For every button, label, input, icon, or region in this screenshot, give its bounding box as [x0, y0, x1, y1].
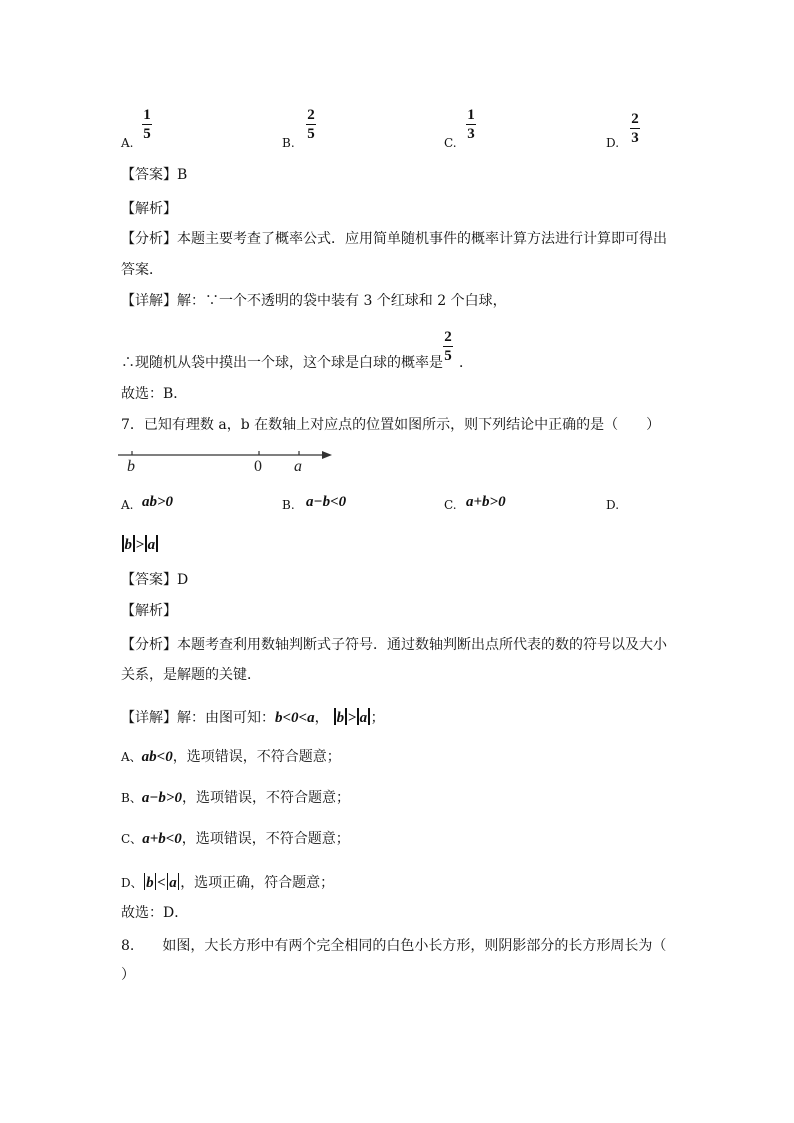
q7-option-d-label: D.	[606, 498, 620, 512]
option-d-b: b	[124, 537, 132, 553]
q7-detail-line	[121, 708, 385, 727]
q7-analysis-title: 【解析】	[121, 603, 177, 619]
q6-detail-line-2-end: ．	[459, 355, 473, 371]
item-label: A、	[121, 750, 142, 764]
option-d-rel: >	[135, 537, 145, 553]
fraction-numerator: 1	[467, 107, 475, 123]
abs-b: b	[336, 710, 345, 726]
q6-detail-line-2	[121, 354, 443, 372]
q7-option-d-expr	[121, 535, 159, 554]
item-d-b: b	[146, 875, 154, 891]
number-line-arrow	[322, 451, 332, 459]
q7-item-a	[121, 748, 341, 766]
item-text: ，选项错误，不符合题意；	[172, 749, 341, 765]
fraction-bar	[306, 124, 316, 125]
fraction-denominator: 3	[631, 130, 639, 146]
option-d-a: a	[147, 537, 156, 553]
q7-detail-end: ；	[370, 710, 385, 726]
q7-item-b	[121, 789, 350, 807]
q7-detail-inequality: b<0<a	[275, 710, 315, 726]
abs-rel: >	[347, 710, 357, 726]
q6-analysis-line-1: 【分析】本题主要考查了概率公式．应用简单随机事件的概率计算方法进行计算即可得出	[121, 231, 667, 247]
q7-option-b-label: B.	[282, 498, 295, 512]
q6-analysis-title: 【解析】	[121, 201, 177, 217]
q8-stem-line-1: 8. 如图，大长方形中有两个完全相同的白色小长方形，则阴影部分的长方形周长为（	[121, 938, 667, 954]
item-text: ，选项正确，符合题意；	[180, 875, 335, 891]
q6-option-b-label: B.	[282, 136, 295, 150]
abs-a: a	[359, 710, 368, 726]
q7-option-a-label: A.	[121, 498, 134, 512]
item-expr: ab<0	[141, 749, 173, 765]
q7-item-d	[121, 873, 334, 892]
fraction-numerator: 2	[444, 329, 452, 345]
q7-option-a-expr: ab>0	[142, 494, 174, 510]
q7-number-line	[118, 440, 338, 474]
q6-option-a-label: A.	[121, 136, 134, 150]
q6-option-c-fraction	[466, 108, 476, 142]
q6-detail-line-2-text: ∴现随机从袋中摸出一个球，这个球是白球的概率是	[121, 355, 443, 371]
q7-analysis-line-2: 关系，是解题的关键．	[121, 667, 261, 683]
fraction-denominator: 5	[307, 126, 315, 142]
q7-conclusion: 故选：D．	[121, 905, 189, 921]
label-a: a	[294, 458, 302, 474]
q6-option-a-fraction	[142, 108, 152, 142]
label-zero: 0	[254, 458, 262, 474]
fraction-bar	[443, 346, 453, 347]
q6-answer: 【答案】B	[121, 167, 188, 183]
fraction-bar	[466, 124, 476, 125]
q7-analysis-line-1: 【分析】本题考查利用数轴判断式子符号．通过数轴判断出点所代表的数的符号以及大小	[121, 637, 667, 653]
q6-detail-fraction	[443, 330, 453, 364]
q7-stem: 7．已知有理数 a，b 在数轴上对应点的位置如图所示，则下列结论中正确的是（ ）	[121, 417, 661, 433]
fraction-denominator: 3	[467, 126, 475, 142]
item-d-rel: <	[157, 875, 166, 891]
q6-option-c-label: C.	[444, 136, 457, 150]
fraction-bar	[142, 124, 152, 125]
q7-option-c-expr: a+b>0	[466, 494, 506, 510]
q6-analysis-line-2: 答案．	[121, 262, 163, 278]
item-expr: a−b>0	[141, 790, 182, 806]
fraction-numerator: 1	[143, 107, 151, 123]
item-label: B、	[121, 791, 142, 805]
fraction-numerator: 2	[307, 107, 315, 123]
q6-option-d-fraction	[630, 112, 640, 146]
q7-item-c	[121, 830, 350, 848]
item-label: D、	[121, 876, 143, 890]
item-text: ，选项错误，不符合题意；	[181, 790, 350, 806]
item-d-a: a	[169, 875, 177, 891]
q7-detail-prefix: 【详解】解：由图可知：	[121, 710, 275, 726]
item-expr: a+b<0	[142, 831, 182, 847]
item-label: C、	[121, 832, 143, 846]
fraction-numerator: 2	[631, 111, 639, 127]
q7-answer: 【答案】D	[121, 572, 189, 588]
q7-option-c-label: C.	[444, 498, 457, 512]
q6-option-b-fraction	[306, 108, 316, 142]
item-d-expr	[143, 875, 181, 891]
fraction-denominator: 5	[143, 126, 151, 142]
q7-option-b-expr: a−b<0	[306, 494, 347, 510]
item-text: ，选项错误，不符合题意；	[181, 831, 350, 847]
q7-detail-abs-compare	[333, 710, 371, 726]
q6-option-d-label: D.	[606, 136, 620, 150]
q7-detail-sep: ，	[314, 710, 329, 726]
fraction-bar	[630, 128, 640, 129]
q6-detail-line-1: 【详解】解：∵一个不透明的袋中装有 3 个红球和 2 个白球，	[121, 293, 507, 309]
q6-conclusion: 故选：B．	[121, 386, 188, 402]
fraction-denominator: 5	[444, 348, 452, 364]
q8-stem-line-2: ）	[121, 967, 135, 983]
label-b: b	[127, 458, 135, 474]
